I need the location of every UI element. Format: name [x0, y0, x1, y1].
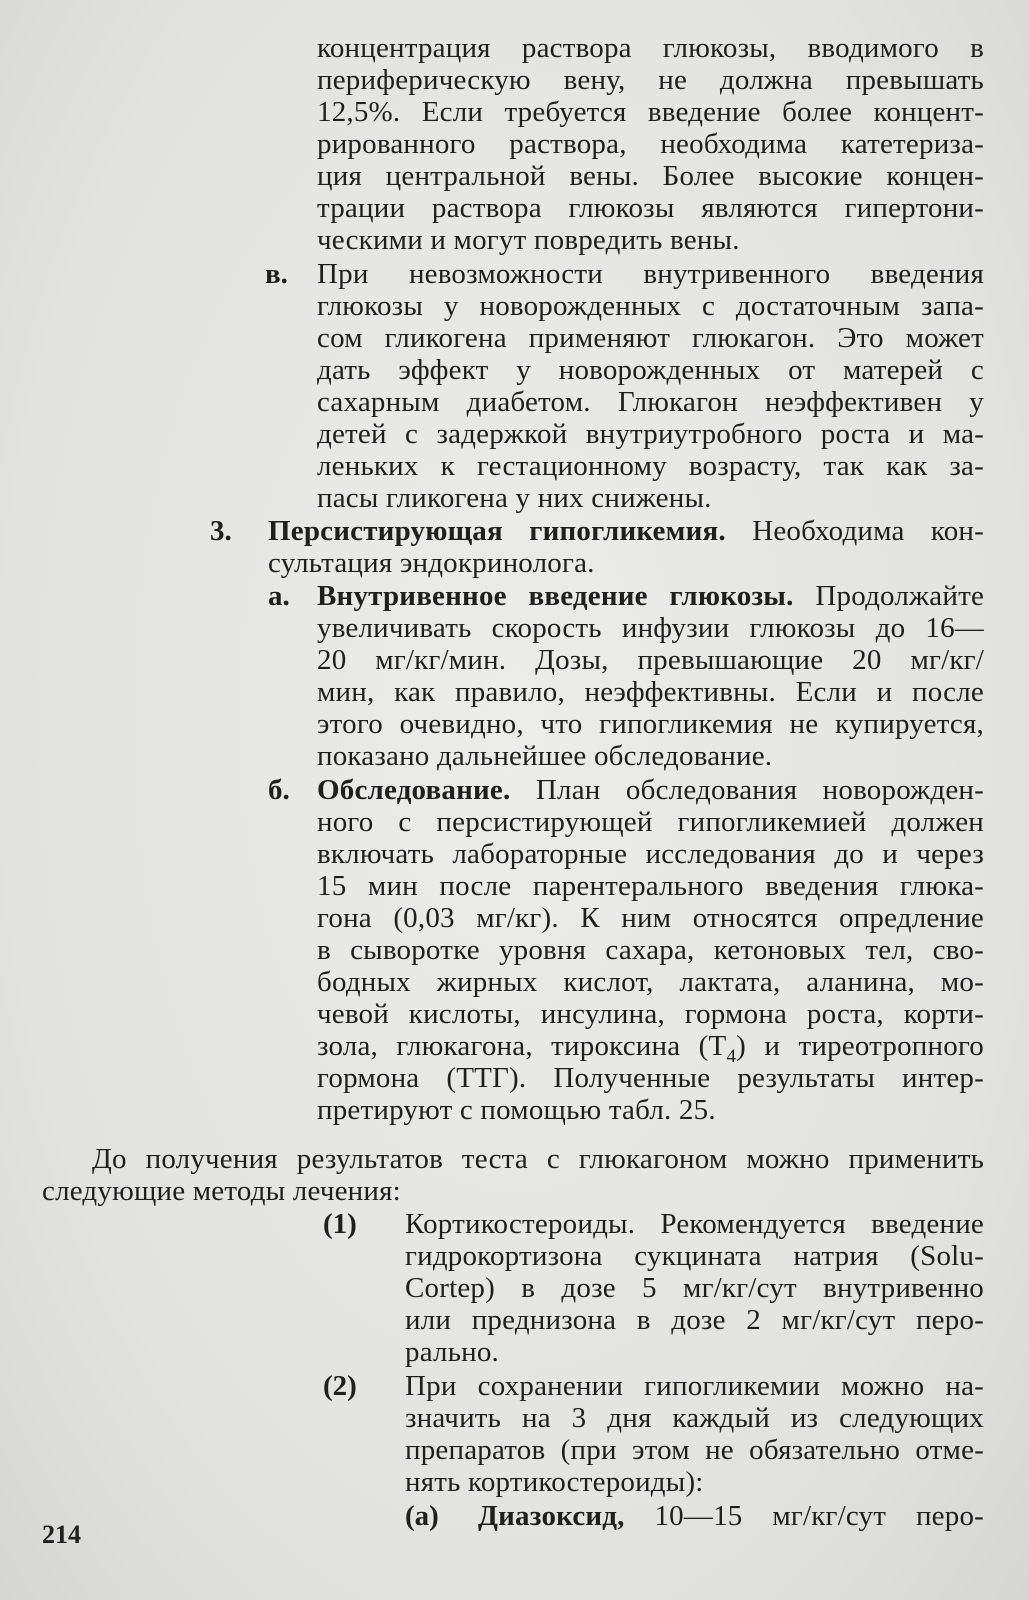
- subscript: 4: [726, 1045, 737, 1062]
- text-span: 10—15 мг/кг/сут перо-: [654, 1500, 984, 1532]
- text-line: увеличивать скорость инфузии глюкозы до 16—: [317, 612, 984, 644]
- text-line: [478, 1500, 984, 1532]
- text-line: При сохранении гипогликемии можно на-: [405, 1370, 984, 1402]
- text-line: мин, как правило, неэффективны. Если и после: [317, 676, 984, 708]
- text-line: рированного раствора, необходима катетериза-: [317, 128, 984, 160]
- text-line: дать эффект у новорожденных от матерей с: [317, 354, 984, 386]
- text-line: нять кортикостероиды):: [405, 1466, 704, 1498]
- text-line: [268, 515, 984, 547]
- text-line: этого очевидно, что гипогликемия не купируется,: [317, 708, 984, 740]
- text-line: гормона (ТТГ). Полученные результаты интер-: [317, 1062, 984, 1094]
- text-span: зола, глюкагона, тироксина (Т: [317, 1030, 727, 1062]
- list-marker: (2): [323, 1370, 357, 1402]
- text-line: сом гликогена применяют глюкагон. Это может: [317, 322, 984, 354]
- text-line: показано дальнейшее обследование.: [317, 740, 773, 772]
- list-marker: (а): [405, 1500, 439, 1532]
- section-heading: Персистирующая гипогликемия.: [268, 515, 726, 547]
- text-line: в сыворотке уровня сахара, кетоновых тел, сво-: [317, 934, 984, 966]
- text-line: Cortep) в дозе 5 мг/кг/сут внутривенно: [405, 1272, 984, 1304]
- section-marker: 3.: [210, 515, 232, 547]
- text-line: сультация эндокринолога.: [268, 547, 595, 579]
- text-line: рально.: [405, 1336, 499, 1368]
- text-span: ) и тиреотропного: [736, 1030, 984, 1062]
- text-line: леньких к гестационному возрасту, так как за-: [317, 450, 984, 482]
- text-line: препаратов (при этом не обязательно отме-: [405, 1434, 984, 1466]
- text-span: План обследования новорожден-: [535, 774, 984, 806]
- item-heading: Внутривенное введение глюкозы.: [317, 580, 794, 612]
- text-line: или преднизона в дозе 2 мг/кг/сут перо-: [405, 1304, 984, 1336]
- text-span: Продолжайте: [815, 580, 984, 612]
- text-line: гидрокортизона сукцината натрия (Solu-: [405, 1240, 984, 1272]
- text-line: сахарным диабетом. Глюкагон неэффективен у: [317, 386, 984, 418]
- list-marker: б.: [268, 774, 290, 806]
- text-span: Необходима кон-: [752, 515, 984, 547]
- text-line: ция центральной вены. Более высокие концен-: [317, 160, 984, 192]
- text-line: трации раствора глюкозы являются гипертони-: [317, 192, 984, 224]
- text-line: ческими и могут повредить вены.: [317, 224, 740, 256]
- page-number: 214: [42, 1520, 81, 1549]
- text-line: гона (0,03 мг/кг). К ним относятся опредление: [317, 902, 984, 934]
- text-line: глюкозы у новорожденных с достаточным запа-: [317, 290, 984, 322]
- text-line: пасы гликогена у них снижены.: [317, 482, 712, 514]
- list-marker: а.: [268, 580, 290, 612]
- text-line: чевой кислоты, инсулина, гормона роста, корти-: [317, 998, 984, 1030]
- text-line: концентрация раствора глюкозы, вводимого в: [317, 32, 984, 64]
- text-line: ного с персистирующей гипогликемией должен: [317, 806, 984, 838]
- text-line: бодных жирных кислот, лактата, аланина, мо-: [317, 966, 984, 998]
- list-marker: (1): [323, 1208, 357, 1240]
- text-line: 15 мин после парентерального введения глюка-: [317, 870, 984, 902]
- text-line: включать лабораторные исследования до и через: [317, 838, 984, 870]
- text-line: 12,5%. Если требуется введение более концент-: [317, 96, 984, 128]
- list-marker: в.: [265, 258, 288, 290]
- text-line: претируют с помощью табл. 25.: [317, 1094, 716, 1126]
- text-line: периферическую вену, не должна превышать: [317, 64, 984, 96]
- text-line: До получения результатов теста с глюкагоном можно применить: [92, 1143, 984, 1175]
- item-heading: Диазоксид,: [478, 1500, 625, 1532]
- text-line: [317, 1030, 984, 1062]
- text-line: детей с задержкой внутриутробного роста и ма-: [317, 418, 984, 450]
- text-line: [317, 774, 984, 806]
- text-line: значить на 3 дня каждый из следующих: [405, 1402, 984, 1434]
- text-line: Кортикостероиды. Рекомендуется введение: [405, 1208, 984, 1240]
- text-line: 20 мг/кг/мин. Дозы, превышающие 20 мг/кг/: [317, 644, 984, 676]
- text-line: При невозможности внутривенного введения: [317, 258, 984, 290]
- text-line: следующие методы лечения:: [42, 1175, 401, 1207]
- item-heading: Обследование.: [317, 774, 511, 806]
- text-line: [317, 580, 984, 612]
